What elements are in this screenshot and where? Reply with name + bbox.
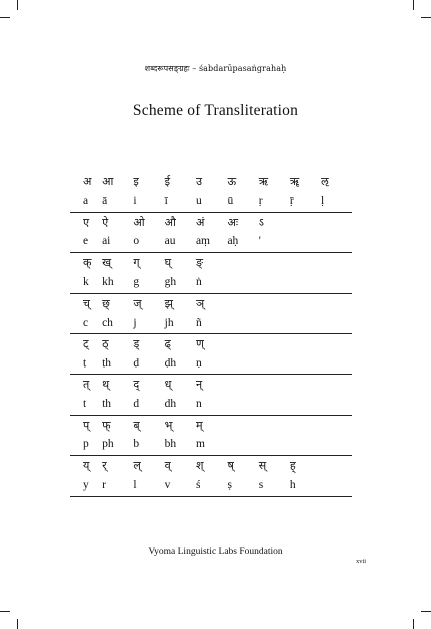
devanagari-letter: ठ् [102,337,109,351]
devanagari-letter: फ् [102,418,111,432]
devanagari-letter [227,374,258,394]
roman-row [70,232,352,252]
devanagari-letter: ऐ [102,215,109,229]
roman-letter: b [133,435,164,455]
devanagari-row [70,253,352,273]
roman-letter [290,435,321,455]
devanagari-letter: ब् [133,418,140,432]
crop-mark-bottom-left-v [17,619,18,629]
devanagari-letter: ज् [133,296,142,310]
roman-row [70,273,352,293]
roman-letter: kh [102,273,133,293]
roman-letter: ai [102,232,133,252]
devanagari-letter: ख् [102,256,112,270]
roman-letter [290,395,321,415]
roman-letter: aṃ [196,232,228,252]
roman-letter: j [133,314,164,334]
devanagari-letter: य् [83,459,90,473]
roman-letter [290,354,321,374]
roman-letter [259,395,290,415]
roman-letter: n [196,395,228,415]
devanagari-letter: ध् [164,377,172,391]
roman-letter: o [133,232,164,252]
devanagari-row [70,172,352,192]
page-number: xvii [356,558,367,565]
crop-mark-top-left-v [17,0,18,10]
devanagari-letter [259,293,290,313]
devanagari-letter: ल् [133,459,141,473]
roman-letter: ḷ [321,192,352,212]
page-title: Scheme of Transliteration [132,102,299,119]
devanagari-letter [227,293,258,313]
devanagari-row [70,415,352,435]
running-header: शब्दरूपसङ्ग्रहः – śabdarūpasaṅgrahaḥ [144,64,287,73]
crop-mark-bottom-left-h [0,611,10,612]
devanagari-letter: ण् [195,337,204,351]
roman-letter: s [259,476,290,496]
roman-letter: ṝ [290,192,321,212]
roman-letter [321,314,352,334]
devanagari-letter [290,253,321,273]
devanagari-letter [290,293,321,313]
roman-row [70,395,352,415]
roman-letter: e [70,232,102,252]
crop-mark-top-right-v [413,0,414,10]
devanagari-letter: ओ [133,215,145,229]
roman-letter: ch [102,314,133,334]
devanagari-letter [227,415,258,435]
roman-letter: ī [165,192,196,212]
devanagari-letter: भ् [164,418,173,432]
devanagari-letter: ट् [83,337,89,351]
devanagari-letter: ढ् [164,337,171,351]
roman-row [70,476,352,496]
roman-letter [290,273,321,293]
devanagari-letter [259,334,290,354]
roman-letter [259,314,290,334]
roman-letter [227,314,258,334]
devanagari-letter [227,253,258,273]
devanagari-letter: प् [83,418,90,432]
devanagari-letter: श् [195,459,204,473]
devanagari-row [70,374,352,394]
roman-row [70,354,352,374]
roman-letter: ṅ [196,273,228,293]
footer-publisher: Vyoma Linguistic Labs Foundation [148,547,283,557]
roman-letter: k [70,273,102,293]
roman-letter: y [70,476,102,496]
roman-letter: t [70,395,102,415]
roman-letter [321,476,352,496]
roman-letter [259,435,290,455]
devanagari-letter [290,415,321,435]
crop-mark-top-right-h [421,17,431,18]
devanagari-letter: इ [133,175,139,188]
devanagari-row [70,293,352,313]
devanagari-letter: त् [83,377,90,391]
devanagari-letter: ऋ [258,175,269,188]
devanagari-letter [290,374,321,394]
devanagari-letter [290,212,321,232]
roman-letter: aḥ [227,232,258,252]
devanagari-letter: छ् [102,296,110,310]
devanagari-letter: न् [195,377,203,391]
roman-letter: ph [102,435,133,455]
roman-letter [321,273,352,293]
devanagari-letter [321,456,352,476]
roman-letter: ḍ [133,354,164,374]
roman-letter [321,232,352,252]
roman-letter: jh [165,314,196,334]
devanagari-letter: ऽ [258,215,264,229]
roman-row [70,435,352,455]
devanagari-letter: ग् [133,256,140,270]
devanagari-letter: स् [258,459,267,473]
devanagari-letter: ड् [133,337,140,351]
roman-letter: th [102,395,133,415]
roman-letter: bh [165,435,196,455]
roman-letter: c [70,314,102,334]
devanagari-letter: र् [102,459,107,473]
roman-letter: ' [259,232,290,252]
devanagari-letter: अ [83,175,92,188]
roman-letter: gh [165,273,196,293]
devanagari-letter: उ [195,175,202,188]
roman-letter: ṛ [259,192,290,212]
devanagari-letter: ङ् [195,256,203,270]
devanagari-letter: झ् [164,296,173,310]
roman-letter [227,395,258,415]
roman-letter: au [165,232,196,252]
devanagari-letter: अः [227,215,239,229]
devanagari-letter [290,334,321,354]
roman-letter: a [70,192,102,212]
roman-letter: d [133,395,164,415]
devanagari-letter [321,293,352,313]
devanagari-letter: व् [164,459,171,473]
devanagari-letter: ह् [289,459,296,473]
roman-letter: ś [196,476,228,496]
roman-letter: ṭ [70,354,102,374]
devanagari-letter: क् [83,256,92,270]
devanagari-letter: ऌ [320,175,329,188]
devanagari-letter: च् [83,296,90,310]
devanagari-letter: ए [83,215,90,229]
roman-letter: i [133,192,164,212]
transliteration-table [70,172,352,497]
roman-letter: l [133,476,164,496]
roman-letter: g [133,273,164,293]
roman-letter: dh [165,395,196,415]
devanagari-letter: अं [195,215,205,229]
roman-letter: v [165,476,196,496]
devanagari-row [70,212,352,232]
devanagari-letter [259,374,290,394]
roman-letter: ṭh [102,354,133,374]
roman-letter: u [196,192,228,212]
devanagari-letter: द् [133,377,140,391]
roman-letter [227,273,258,293]
roman-letter: h [290,476,321,496]
roman-letter [321,435,352,455]
roman-letter: ḍh [165,354,196,374]
devanagari-letter: ई [164,175,171,188]
roman-letter [227,435,258,455]
devanagari-letter: घ् [164,256,172,270]
roman-letter: m [196,435,228,455]
devanagari-letter: ञ् [195,296,205,310]
devanagari-letter [227,334,258,354]
roman-row [70,192,352,212]
roman-letter [321,395,352,415]
roman-letter: ū [227,192,258,212]
devanagari-letter: ऊ [227,175,237,188]
roman-letter: ṇ [196,354,228,374]
devanagari-letter [321,253,352,273]
roman-letter [321,354,352,374]
roman-letter: ñ [196,314,228,334]
devanagari-letter: औ [164,215,176,229]
crop-mark-top-left-h [0,17,10,18]
devanagari-letter [259,415,290,435]
devanagari-letter [321,415,352,435]
devanagari-letter [321,374,352,394]
roman-letter [227,354,258,374]
devanagari-letter: म् [195,418,203,432]
roman-letter: ā [102,192,133,212]
devanagari-letter: ॠ [289,175,300,188]
roman-letter: ṣ [227,476,258,496]
devanagari-row [70,456,352,476]
roman-letter [290,314,321,334]
devanagari-letter: आ [102,175,114,188]
roman-letter [259,273,290,293]
devanagari-row [70,334,352,354]
devanagari-letter: थ् [102,377,110,391]
roman-letter [259,354,290,374]
roman-letter [290,232,321,252]
devanagari-letter [259,253,290,273]
devanagari-letter: ष् [227,459,234,473]
roman-row [70,314,352,334]
devanagari-letter [321,334,352,354]
roman-letter: p [70,435,102,455]
crop-mark-bottom-right-h [421,611,431,612]
roman-letter: r [102,476,133,496]
crop-mark-bottom-right-v [413,619,414,629]
devanagari-letter [321,212,352,232]
